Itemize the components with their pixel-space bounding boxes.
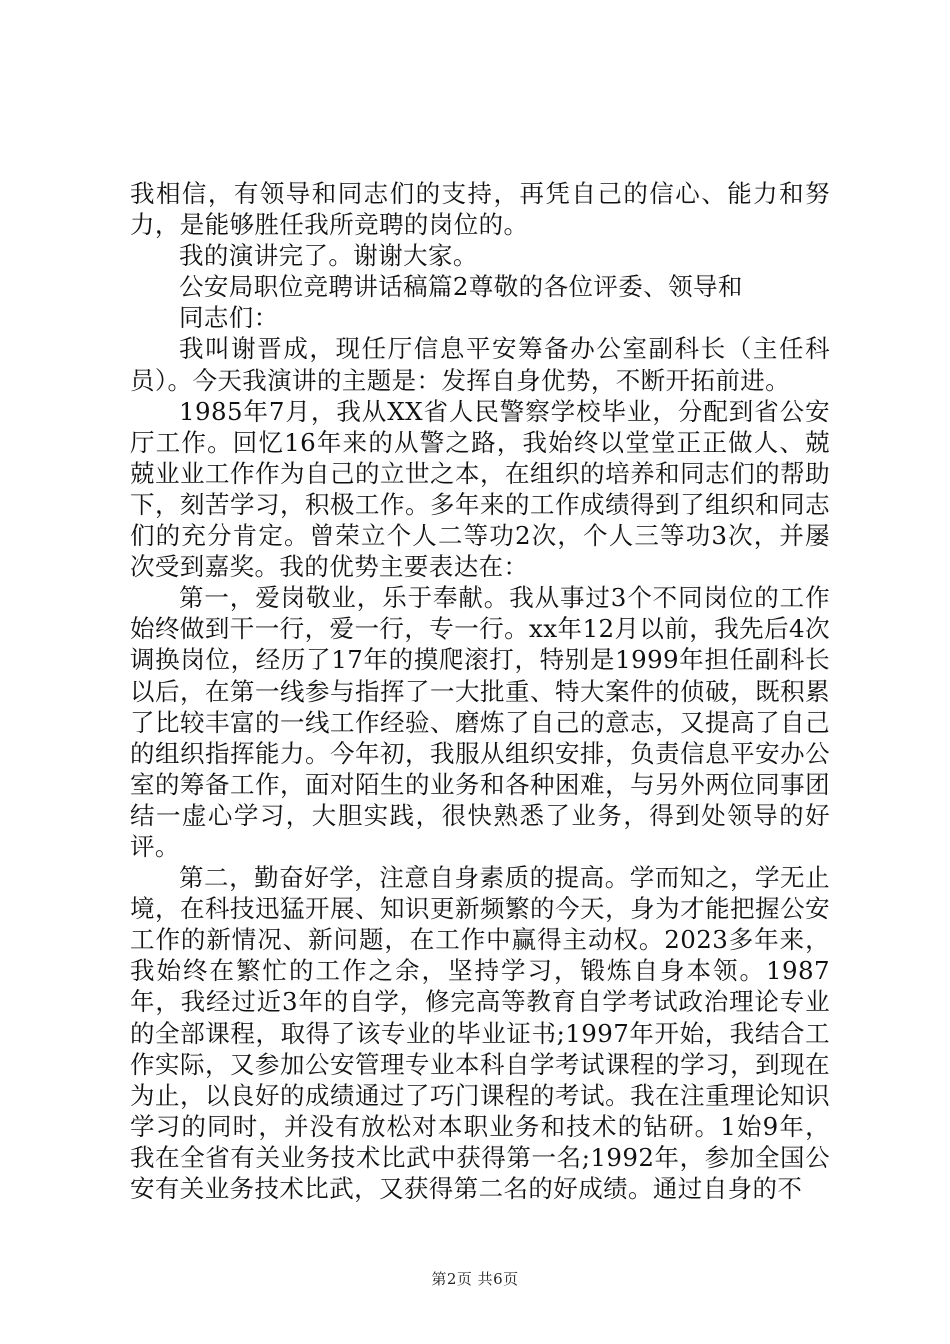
paragraph-salutation: 同志们： bbox=[179, 303, 279, 333]
document-body bbox=[130, 178, 830, 1204]
paragraph: 第二，勤奋好学，注意自身素质的提高。学而知之，学无止境，在科技迅猛开展、知识更新频繁的今天，身为才能把握公安工作的新情况、新问题，在工作中赢得主动权。2023多年来，我始终在繁忙的工作之余，坚持学习，锻炼自身本领。1987年，我经过近3年的自学，修完高等教育自学考试政治理论专业的全部课程，取得了该专业的毕业证书;1997年开始，我结合工作实际，又参加公安管理专业本科自学考试课程的学习，到现在为止，以良好的成绩通过了巧门课程的考试。我在注重理论知识学习的同时，并没有放松对本职业务和技术的钻研。1始9年，我在全省有关业务技术比武中获得第一名;1992年，参加全国公安有关业务技术比武，又获得第二名的好成绩。通过自身的不 bbox=[130, 863, 830, 1203]
paragraph: 我叫谢晋成，现任厅信息平安筹备办公室副科长（主任科员）。今天我演讲的主题是：发挥自身优势，不断开拓前进。 bbox=[130, 334, 830, 395]
paragraph: 1985年7月，我从XX省人民警察学校毕业，分配到省公安厅工作。回忆16年来的从警之路，我始终以堂堂正正做人、兢兢业业工作作为自己的立世之本，在组织的培养和同志们的帮助下，刻苦学习，积极工作。多年来的工作成绩得到了组织和同志们的充分肯定。曾荣立个人二等功2次，个人三等功3次，并屡次受到嘉奖。我的优势主要表达在： bbox=[130, 396, 830, 582]
page-number-footer: 第2页 共6页 bbox=[431, 1270, 519, 1288]
paragraph: 第一，爱岗敬业，乐于奉献。我从事过3个不同岗位的工作始终做到干一行，爱一行，专一行。xx年12月以前，我先后4次调换岗位，经历了17年的摸爬滚打，特别是1999年担任副科长以后，在第一线参与指挥了一大批重、特大案件的侦破，既积累了比较丰富的一线工作经验、磨炼了自己的意志，又提高了自己的组织指挥能力。今年初，我服从组织安排，负责信息平安办公室的筹备工作，面对陌生的业务和各种困难，与另外两位同事团结一虚心学习，大胆实践，很快熟悉了业务，得到处领导的好评。 bbox=[130, 583, 830, 861]
paragraph-heading: 公安局职位竞聘讲话稿篇2尊敬的各位评委、领导和 bbox=[179, 272, 743, 302]
paragraph: 我相信，有领导和同志们的支持，再凭自己的信心、能力和努力，是能够胜任我所竞聘的岗位的。 bbox=[130, 179, 830, 240]
paragraph: 我的演讲完了。谢谢大家。 bbox=[179, 241, 478, 271]
